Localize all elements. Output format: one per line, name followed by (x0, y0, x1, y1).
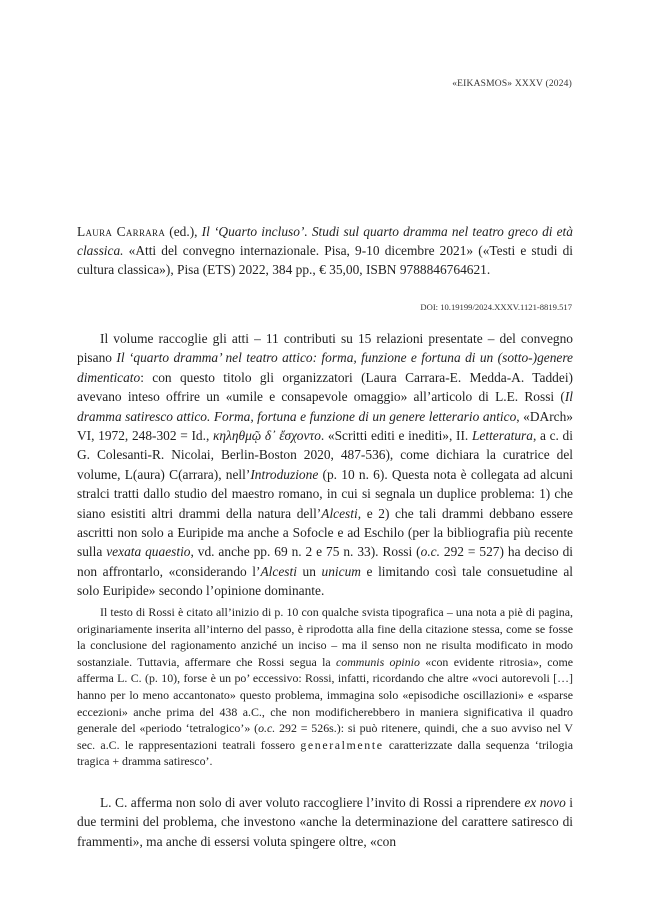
text-run: un (296, 563, 322, 579)
italic-run: vexata quaestio (106, 544, 191, 560)
review-note-paragraph (77, 604, 573, 770)
text-run: , «DArch» VI, 1972, 248-302 = Id., (77, 408, 573, 444)
bibliographic-entry (77, 222, 573, 279)
text-run: e limitando così tale consuetudine al solo Euripide» secondo l’opinione dominante. (77, 563, 573, 599)
book-details: «Atti del convegno internazionale. Pisa, 9-10 dicembre 2021» («Testi e studi di cultura classica»), Pisa (ETS) 2022, 384 pp., € 35,00, ISBN 9788846764621. (77, 243, 573, 277)
italic-run: ex novo (524, 795, 566, 810)
italic-run: Il ‘quarto dramma’ nel teatro attico: forma, funzione e fortuna di un (sotto-)genere dimenticato (77, 350, 573, 385)
text-run: Il testo di Rossi è citato all’inizio di p. 10 con qualche svista tipografica – una nota a piè di pagina, originariamente inserita all’interno del passo, è riprodotta alla fine della citazione stessa, come se fosse la conclusione del ragionamento anziché un inciso – ma il senso non ne risulta modificato in modo sostanziale. Tuttavia, affermare che Rossi segua la (77, 605, 573, 669)
doi-line: DOI: 10.19199/2024.XXXV.1121-8819.517 (420, 302, 572, 312)
book-title: Il ‘Quarto incluso’. Studi sul quarto dramma nel teatro greco di età classica. (77, 224, 573, 258)
italic-run: Il dramma satiresco attico. Forma, fortuna e funzione di un genere letterario antico (77, 389, 573, 424)
text-run: (p. 10 n. 6). Questa nota è collegata ad alcuni stralci tratti dallo studio del maestro romano, in cui si segnala un duplice problema: 1) che siano esistiti altri drammi della natura dell’ (77, 466, 574, 521)
review-paragraph-2 (77, 793, 573, 851)
italic-run: Introduzione (250, 466, 319, 482)
text-run: , vd. anche pp. 69 n. 2 e 75 n. 33). Rossi ( (190, 544, 421, 560)
text-run: , a c. di G. Colesanti-R. Nicolai, Berlin-Boston 2020, 487-536), come dichiara la curatrice del volume, L(aura) C(arrara), nell’ (77, 428, 573, 482)
review-paragraph-1 (77, 329, 573, 601)
running-header: «EIKASMOS» XXXV (2024) (452, 79, 572, 89)
text-run: , e 2) che tali drammi debbano essere ascritti non solo a Euripide ma anche a Sofocle e ad Eschilo (per la bibliografia più recente sulla (77, 505, 573, 560)
letterspaced-run: generalmente (300, 737, 384, 752)
greek-italic-run: κηληθμῷ δ᾽ ἔσχοντο (212, 428, 321, 444)
text-run: «con evidente ritrosia», come afferma L. C. (p. 10), forse è un po’ eccessivo: Rossi, infatti, ricordando che altre «voci autorevoli […] hanno per lo meno accantonato» questo problema, immagina solo «episodiche oscillazioni» e «sparse eccezioni» anche prima del 438 a.C., che non modificherebbero in maniera significativa il quadro generale del «periodo ‘tetralogico’» ( (77, 654, 573, 736)
italic-run: o.c. (420, 544, 440, 560)
editor-marker: (ed.), (169, 224, 198, 239)
text-run: i due termini del problema, che investono «anche la determinazione del carattere satiresco di frammenti», ma anche di essersi voluta spingere oltre, «con (77, 795, 573, 849)
text-run: : con questo titolo gli organizzatori (Laura Carrara-E. Medda-A. Taddei) avevano inteso offrire un «umile e consapevole omaggio» all’articolo di L.E. Rossi ( (77, 369, 573, 405)
italic-run: unicum (321, 563, 361, 579)
text-run: Il volume raccoglie gli atti – 11 contributi su 15 relazioni presentate – del convegno pisano (77, 331, 573, 366)
text-run: . «Scritti editi e inediti», II. (320, 428, 472, 444)
italic-run: Letteratura (471, 428, 533, 444)
text-run: 292 = 527) ha deciso di non affrontarlo, «considerando l’ (77, 544, 573, 579)
book-author: Laura Carrara (77, 224, 166, 239)
italic-run: Alcesti (260, 563, 297, 579)
text-run: caratterizzate dalla sequenza ‘trilogia tragica + dramma satiresco’. (77, 737, 573, 769)
italic-run: Alcesti (321, 505, 358, 521)
italic-run: communis opinio (335, 654, 420, 669)
text-run: 292 = 526s.): si può ritenere, quindi, che a suo avviso nel V sec. a.C. le rappresentazioni teatrali fossero (77, 721, 574, 752)
text-run: L. C. afferma non solo di aver voluto raccogliere l’invito di Rossi a riprendere (100, 795, 525, 810)
italic-run: o.c. (258, 721, 276, 736)
